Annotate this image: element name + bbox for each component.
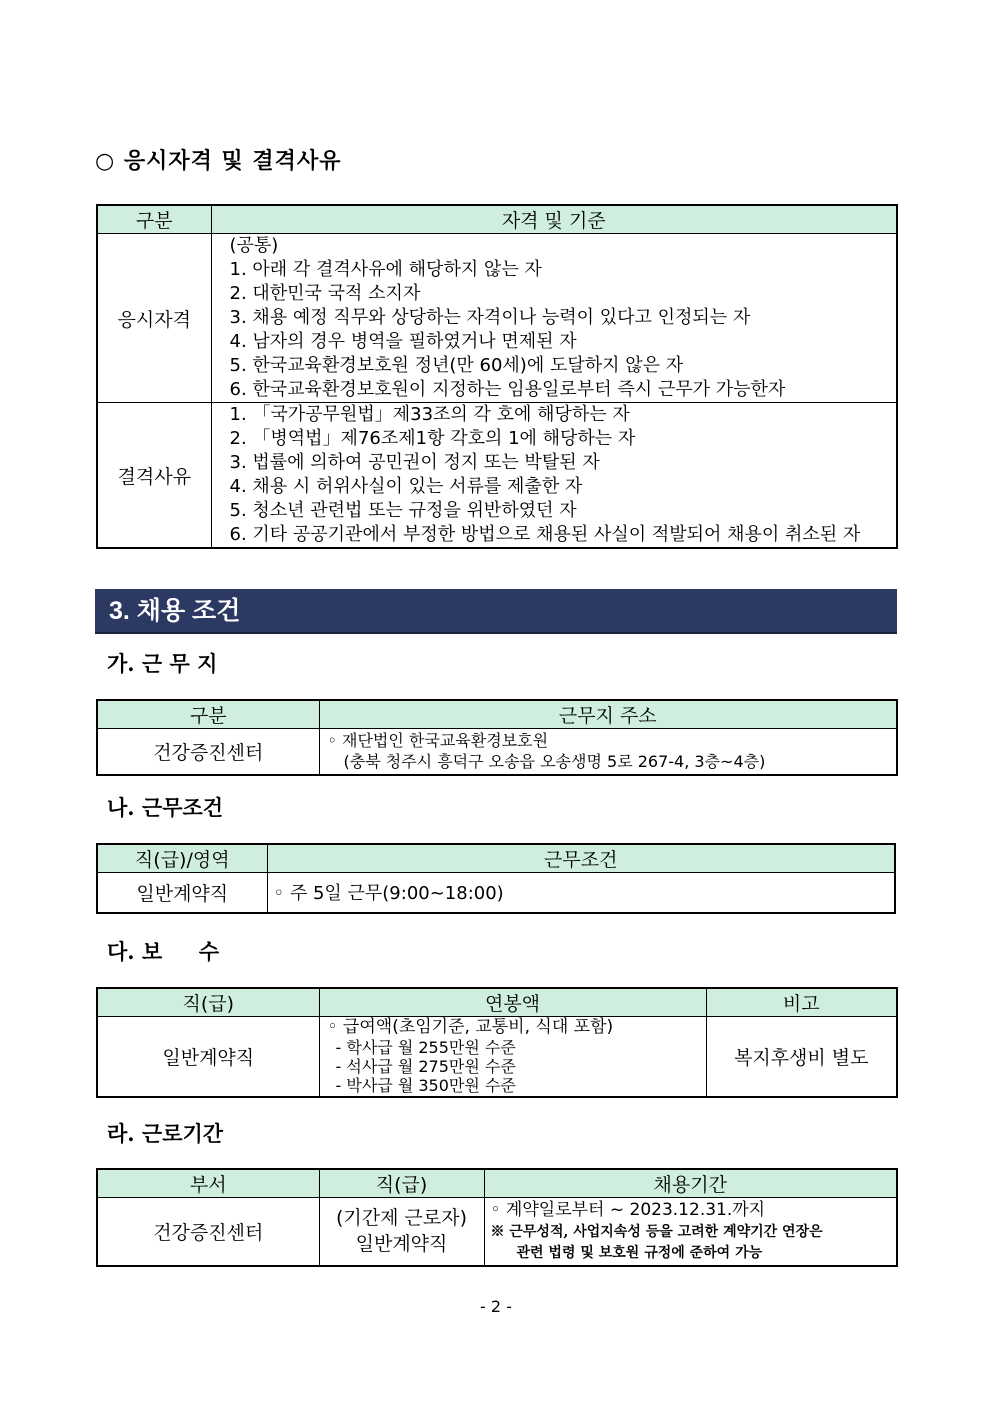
header-address: 근무지 주소	[319, 700, 897, 729]
workplace-address-line: (충북 청주시 흥덕구 오송읍 오송생명 5로 267-4, 3층~4층)	[343, 752, 766, 772]
row-label-eligibility: 응시자격	[97, 234, 211, 403]
workplace-label: 건강증진센터	[97, 729, 319, 775]
period-line: ◦ 계약일로부터 ~ 2023.12.31.까지	[490, 1199, 766, 1220]
pay-main-line: ◦ 급여액(초임기준, 교통비, 식대 포함)	[327, 1017, 614, 1038]
list-item: 5. 청소년 관련법 또는 규정을 위반하였던 자	[229, 500, 577, 521]
list-item: 6. 한국교육환경보호원이 지정하는 임용일로부터 즉시 근무가 가능한자	[229, 379, 786, 400]
subtitle-period: 라. 근로기간	[107, 1121, 224, 1146]
disqualification-list	[211, 403, 897, 549]
list-item: 1. 「국가공무원법」제33조의 각 호에 해당하는 자	[229, 404, 630, 425]
period-note-line: 관련 법령 및 보호원 규정에 준하여 가능	[516, 1244, 763, 1261]
subtitle-workplace: 가. 근 무 지	[107, 651, 218, 676]
pay-label: 일반계약직	[97, 1017, 319, 1097]
header-grade: 직(급)/영역	[97, 844, 267, 873]
pay-details	[319, 1017, 706, 1097]
period-details	[484, 1198, 897, 1266]
pay-sub-line: - 박사급 월 350만원 수준	[335, 1076, 516, 1096]
page-number: - 2 -	[480, 1297, 512, 1316]
pay-sub-line: - 석사급 월 275만원 수준	[335, 1057, 516, 1077]
list-item: 3. 법률에 의하여 공민권이 정지 또는 박탈된 자	[229, 452, 600, 473]
section-header-employment-conditions: 3. 채용 조건	[95, 589, 897, 634]
eligibility-list	[211, 234, 897, 403]
period-department: 건강증진센터	[97, 1198, 319, 1266]
list-item: 3. 채용 예정 직무와 상당하는 자격이나 능력이 있다고 인정되는 자	[229, 307, 751, 328]
workplace-address	[319, 729, 897, 775]
pay-sub-line: - 학사급 월 255만원 수준	[335, 1038, 516, 1058]
conditions-label: 일반계약직	[97, 873, 267, 913]
period-grade	[319, 1198, 484, 1266]
workplace-table	[96, 699, 898, 776]
header-category: 구분	[97, 700, 319, 729]
list-item: (공통)	[229, 235, 279, 256]
list-item: 6. 기타 공공기관에서 부정한 방법으로 채용된 사실이 적발되어 채용이 취소된 자	[229, 524, 861, 545]
period-grade-line: 일반계약직	[355, 1233, 448, 1256]
list-item: 1. 아래 각 결격사유에 해당하지 않는 자	[229, 259, 542, 280]
header-conditions: 근무조건	[267, 844, 895, 873]
pay-table	[96, 987, 898, 1098]
header-remarks: 비고	[706, 988, 897, 1017]
period-table	[96, 1168, 898, 1267]
qualification-table	[96, 204, 898, 549]
subtitle-pay: 다. 보 수	[107, 939, 220, 964]
subtitle-work-conditions: 나. 근무조건	[107, 795, 224, 820]
header-category: 구분	[97, 205, 211, 234]
period-grade-line: (기간제 근로자)	[336, 1207, 467, 1230]
header-department: 부서	[97, 1169, 319, 1198]
header-annual-salary: 연봉액	[319, 988, 706, 1017]
conditions-text: ◦ 주 5일 근무(9:00~18:00)	[267, 873, 895, 913]
header-period: 채용기간	[484, 1169, 897, 1198]
header-grade: 직(급)	[319, 1169, 484, 1198]
work-conditions-table	[96, 843, 896, 914]
list-item: 2. 대한민국 국적 소지자	[229, 283, 421, 304]
period-note-line: ※ 근무성적, 사업지속성 등을 고려한 계약기간 연장은	[490, 1223, 823, 1240]
row-label-disqualification: 결격사유	[97, 403, 211, 549]
header-grade: 직(급)	[97, 988, 319, 1017]
list-item: 2. 「병역법」제76조제1항 각호의 1에 해당하는 자	[229, 428, 636, 449]
list-item: 4. 남자의 경우 병역을 필하였거나 면제된 자	[229, 331, 577, 352]
pay-note: 복지후생비 별도	[706, 1017, 897, 1097]
list-item: 4. 채용 시 허위사실이 있는 서류를 제출한 자	[229, 476, 583, 497]
list-item: 5. 한국교육환경보호원 정년(만 60세)에 도달하지 않은 자	[229, 355, 684, 376]
header-criteria: 자격 및 기준	[211, 205, 897, 234]
section-title-qualification: ○ 응시자격 및 결격사유	[95, 148, 342, 174]
workplace-org: ◦ 재단법인 한국교육환경보호원	[327, 731, 549, 751]
